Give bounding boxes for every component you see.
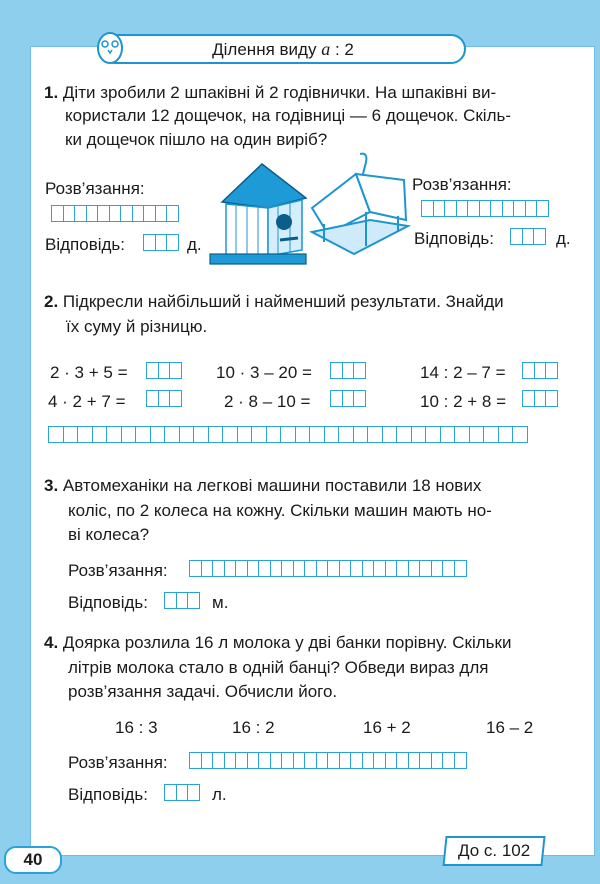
expr-3: 14 : 2 – 7 = [420, 363, 506, 382]
task1-solution-label-left: Розв’язання: [45, 179, 145, 198]
expr-6: 10 : 2 + 8 = [420, 392, 507, 411]
task1-number: 1. [44, 83, 59, 102]
expr-6-cells[interactable] [522, 390, 557, 407]
task1-answer-cells-right[interactable] [510, 228, 545, 245]
task1-answer-label-right: Відповідь: [414, 229, 495, 248]
task3-solution-cells[interactable] [189, 560, 465, 577]
expr-2: 10 · 3 – 20 = [216, 363, 312, 382]
task1-line-3: ки дощечок пішло на один виріб? [65, 130, 328, 149]
expr-4: 4 · 2 + 7 = [48, 392, 126, 411]
task3-line-3: ві колеса? [68, 525, 150, 544]
page-reference: До с. 102 [442, 836, 545, 866]
owl-emblem-icon [94, 30, 126, 66]
task4-unit: л. [212, 785, 227, 804]
task2-line-1: 2. Підкресли найбільший і найменший результати. Знайди [44, 292, 504, 311]
expr-5-cells[interactable] [330, 390, 365, 407]
page-title [100, 34, 466, 64]
task4-solution-cells[interactable] [189, 752, 465, 769]
task4-line-3: розв’язання задачі. Обчисли його. [68, 682, 338, 701]
task4-number: 4. [44, 633, 59, 652]
task1-line-2: користали 12 дощечок, на годівниці — 6 дощечок. Скіль- [65, 106, 512, 125]
task4-option-4[interactable]: 16 – 2 [486, 718, 534, 737]
task1-answer-label-left: Відповідь: [45, 235, 126, 254]
task1-unit-left: д. [187, 235, 202, 254]
task4-option-3[interactable]: 16 + 2 [363, 718, 411, 737]
task3-unit: м. [212, 593, 229, 612]
bird-feeder-illustration [306, 150, 412, 258]
task3-number: 3. [44, 476, 59, 495]
task3-answer-label: Відповідь: [68, 593, 149, 612]
task2-work-cells[interactable] [48, 426, 527, 443]
birdhouse-illustration [206, 160, 310, 266]
expr-1-cells[interactable] [146, 362, 181, 379]
task1-solution-cells-left[interactable] [51, 205, 178, 222]
task1-solution-label-right: Розв’язання: [412, 175, 512, 194]
expr-5: 2 · 8 – 10 = [224, 392, 311, 411]
title-suffix: : 2 [334, 40, 354, 59]
task4-option-1[interactable]: 16 : 3 [115, 718, 158, 737]
task4-line-2: літрів молока стало в одній банці? Обведи вираз для [68, 658, 489, 677]
expr-1: 2 · 3 + 5 = [50, 363, 128, 382]
task4-answer-label: Відповідь: [68, 785, 149, 804]
task3-line-1: 3. Автомеханіки на легкові машини поставили 18 нових [44, 476, 482, 495]
task4-answer-cells[interactable] [164, 784, 199, 801]
task3-answer-cells[interactable] [164, 592, 199, 609]
expr-3-cells[interactable] [522, 362, 557, 379]
task4-line-1: 4. Доярка розлила 16 л молока у дві банки порівну. Скільки [44, 633, 512, 652]
title-prefix: Ділення виду [212, 40, 317, 59]
expr-2-cells[interactable] [330, 362, 365, 379]
task2-line-2: їх суму й різницю. [66, 317, 208, 336]
expr-4-cells[interactable] [146, 390, 181, 407]
task1-line-1: 1. Діти зробили 2 шпаківні й 2 годівнички. На шпаківні ви- [44, 83, 497, 102]
task3-line-2: коліс, по 2 колеса на кожну. Скільки машин мають но- [68, 501, 492, 520]
task1-answer-cells-left[interactable] [143, 234, 178, 251]
page-number: 40 [4, 846, 62, 874]
task4-option-2[interactable]: 16 : 2 [232, 718, 275, 737]
task1-unit-right: д. [556, 229, 571, 248]
task4-solution-label: Розв’язання: [68, 753, 168, 772]
task2-number: 2. [44, 292, 59, 311]
title-variable: a [321, 39, 331, 59]
task3-solution-label: Розв’язання: [68, 561, 168, 580]
task1-solution-cells-right[interactable] [421, 200, 548, 217]
